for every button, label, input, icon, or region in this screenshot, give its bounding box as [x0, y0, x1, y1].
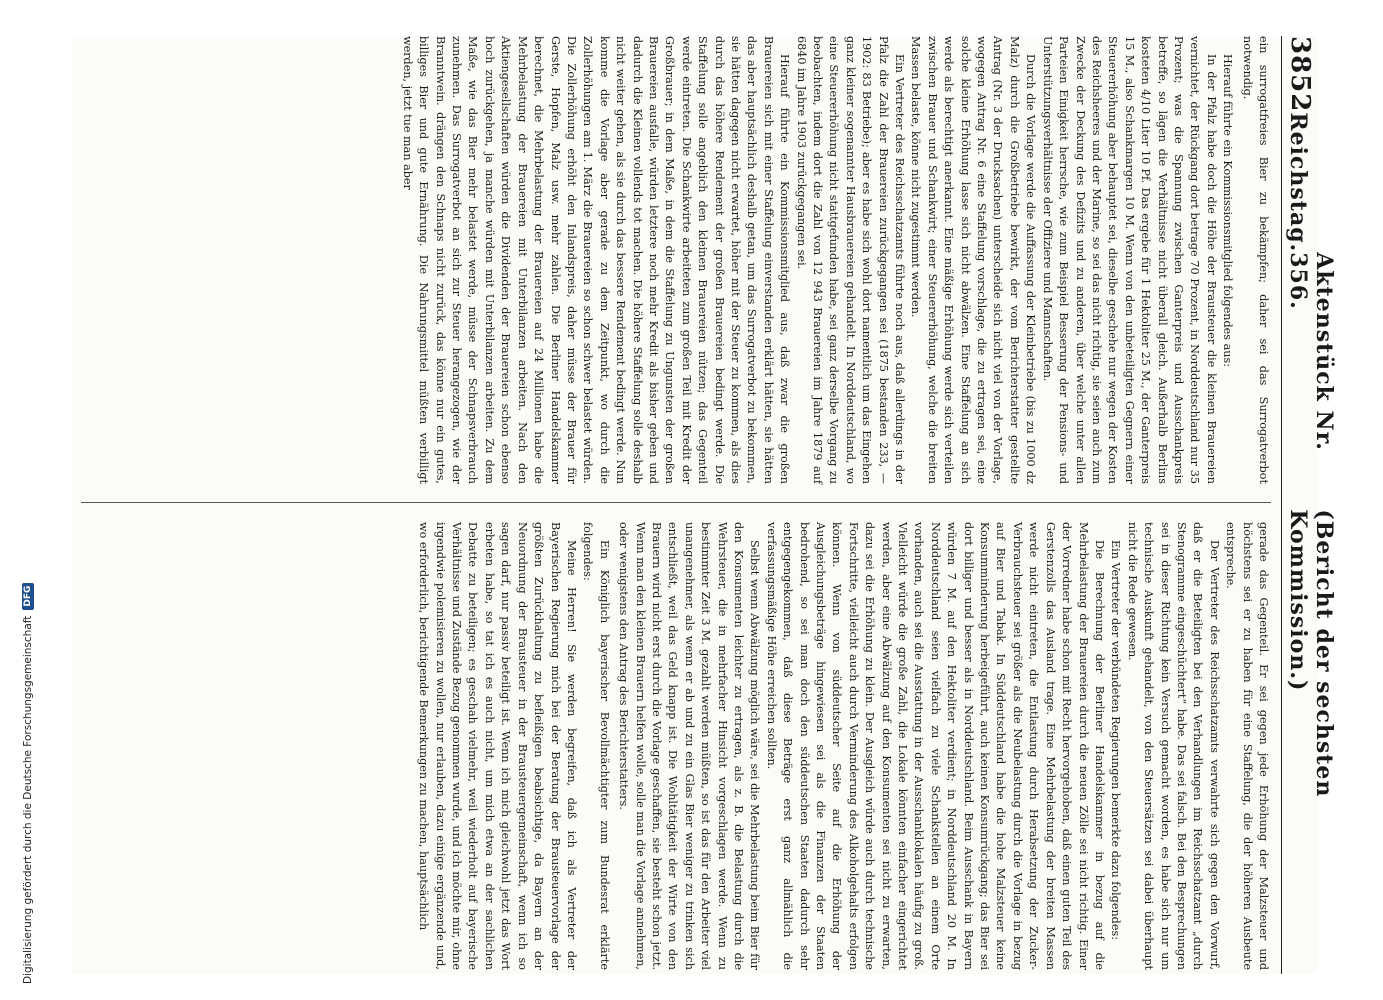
document-number: Aktenstück Nr. 356.: [1285, 252, 1337, 451]
paragraph: Ein Vertreter der verbündeten Regierungen bemerkte dazu folgendes:: [1109, 540, 1123, 940]
left-column: [81, 36, 1271, 484]
rotated-page: [72, 36, 1337, 974]
paragraph: In der Pfalz habe doch die Höhe der Brausteuer die kleinen Brauereien vernichtet, der Rückgang dort betrage 70 Prozent, in Norddeutschland nur 35 Prozent; was die Spannung zwischen Ganterpreis und Ausschankpreis betreffe, so lägen die Verhältnisse nicht überall gleich. Außerhalb Berlins kosteten 4/10 Liter 10 Pf. Das ergebe für 1 Hektoliter 25 M., der Ganterpreis 15 M., also Schankmargen 10 M. Wenn von den unbeteiligten Gegnern einer Steuererhöhung aber behauptet sei, dieselbe geschehe nur wegen der Kosten des Reichsheeres und der Marine, so sei das nicht richtig, sie seien auch zum Zwecke der Deckung des Defizits und zu anderen, über welche unter allen Parteien Einigkeit herrsche, wie zum Beispiel Besserung der Pensions- und Unterstützungsverhältnisse der Offiziere und Mannschaften.: [1040, 36, 1218, 484]
dfg-logo-icon: DFG: [22, 583, 34, 610]
paragraph: gerade das Gegenteil. Er sei gegen jede Erhöhung der Malzsteuer und höchstens sei er zu haben für eine Staffelung, die der höheren Ausbeute entspreche.: [1224, 522, 1270, 970]
paragraph: Ein Königlich bayerischer Bevollmächtigter zum Bundesrat erklärte folgendes:: [581, 522, 611, 970]
paragraph: Der Vertreter des Reichsschatzamts verwahrte sich gegen den Vorwurf, daß er die Beteiligten bei den Verhandlungen im Reichsschatzamt „durch Stenogramme eingeschüchtert“ habe. Das sei falsch. Bei den Besprechungen sei in dieser Richtung kein Versuch gemacht worden, es habe sich nur um technische Auskunft gehandelt, von den Steuersätzen sei dabei überhaupt nicht die Rede gewesen.: [1125, 522, 1221, 970]
page-number: 3852: [1285, 36, 1315, 113]
right-column: [81, 522, 1271, 970]
digitization-text: Digitalisierung gefördert durch die Deutsche Forschungsgemeinschaft: [22, 615, 34, 984]
column-divider: [81, 502, 1271, 503]
paragraph: Selbst wenn Abwälzung möglich wäre, sei die Mehrbelastung beim Bier für den Konsumenten leichter zu ertragen, als z. B. die Belastung durch die Wehrsteuer, die in mehrfacher Hinsicht vorgeschlagen werde. Wenn zu bestimmter Zeit 3 M. gezahlt werden müßten, so ist das für den Arbeiter viel unangenehmer, als wenn er ab und zu ein Glas Bier weniger zu trinken sich entschließt, weil das Geld knapp ist. Die Wohltätigkeit der Wirte von den Brauern wird nicht erst durch die Vorlage geschaffen, sie besteht schon jetzt. Wenn man den kleinen Brauern helfen wolle, solle man die Vorlage annehmen, oder wenigstens den Antrag des Berichterstatters.: [617, 522, 762, 970]
paragraph: Die Berechnung der Berliner Handelskammer in bezug auf die Mehrbelastung der Brauereien durch die neuen Zölle sei nicht richtig. Einer der Vorredner habe schon mit Recht hervorgehoben, daß einen guten Teil des Gerstenzolls das Ausland trage. Eine Mehrbelastung der breiten Massen werde nicht eintreten, die Entlastung durch Herabsetzung der Zucker-Verbrauchsteuer sei größer als die Neubelastung durch die Vorlage in bezug auf Bier und Tabak. In Süddeutschland habe die hohe Malzsteuer keine Konsumminderung herbeigeführt, auch keinen Konsumrückgang; das Bier sei dort billiger und besser als in Norddeutschland. Beim Ausschank in Bayern würden 7 M. auf den Hektoliter verdient; in Norddeutschland 20 M. In Norddeutschland seien vielfach zu viele Schankstellen an einem Orte vorhanden, auch sei die Ausstattung in der Ausschanklokalen häufig zu groß. Vielleicht würde die große Zahl, die Lokale könnten einfacher eingerichtet werden, aber eine Abwälzung auf den Konsumenten sei nicht zu erwarten, dazu sei die Erhöhung zu klein. Der Ausgleich würde auch durch technische Fortschritte, vielleicht auch durch Verminderung des Alkoholgehalts erfolgen können. Wenn von süddeutscher Seite auf die Erhöhung der Ausgleichungsbeträge hingewiesen sei als die Finanzen der Staaten bedrohend, so sei man doch den süddeutschen Staaten dadurch sehr entgegengekommen, daß diese Beträge erst ganz allmählich die verfassungsmäßige Höhe erreichen sollten.: [764, 522, 1106, 970]
paragraph: Hierauf führte ein Kommissionsmitglied folgendes aus:: [1221, 54, 1235, 367]
publication-title: Reichstag.: [1285, 112, 1311, 253]
digitization-note: [22, 583, 34, 984]
paragraph: Durch die Vorlage werde die Auffassung der Kleinbetriebe (bis zu 1000 dz Malz) durch die Großbetriebe bewirkt, der vom Berichterstatter gestellte Antrag (Nr. 3 der Drucksachen) unterscheide sich nicht viel von der Vorlage, wogegen Antrag Nr. 6 eine Staffelung vorschlage, die zu ertragen sei, eine solche kleine Erhöhung lasse sich nicht abwälzen. Eine Staffelung an sich werde als berechtigt anerkannt. Eine mäßige Erhöhung werde sich verteilen zwischen Brauer und Schankwirt; einer Steuererhöhung, welche die breiten Massen belaste, könne nicht zugestimmt werden.: [909, 36, 1038, 484]
paragraph: Ein Vertreter des Reichsschatzamts führte noch aus, daß allerdings in der Pfalz die Zahl der Brauereien zurückgegangen sei (1875 bestanden 233, — 1902: 83 Betriebe); aber es habe sich wohl dort namentlich um das Eingehen ganz kleiner sogenannter Hausbrauereien gehandelt. In Norddeutschland, wo eine Steuererhöhung nicht stattgefunden habe, sei ganz derselbe Vorgang zu beobachten, indem dort die Zahl von 12 943 Brauereien im Jahre 1879 auf 6840 im Jahre 1903 zurückgegangen sei.: [794, 36, 907, 484]
paragraph: Hierauf führte ein Kommissionsmitglied aus, daß zwar die großen Brauereien sich mit einer Staffelung einverstanden erklärt hätten, sie hätten das aber hauptsächlich deshalb getan, um das Surrogatverbot zu bekommen, sie hätten dagegen nicht erwartet, höher mit der Steuer zu kommen, als dies durch das höhere Rendement der großen Brauereien bedingt werde. Die Staffelung solle angeblich den kleinen Brauereien nützen; das Gegenteil werde eintreten. Die Schankwirte arbeiteten zum großen Teil mit Kredit der Großbrauer; in dem Maße, in dem die Staffelung zu Ungunsten der großen Brauereien ausfalle, würden letztere noch mehr Kredit als bisher geben und dadurch die Kleinen vollends tot machen. Die höhere Staffelung solle deshalb nicht weiter gehen, als sie durch das bessere Rendement bedingt werde. Nun komme die Vorlage aber gerade zu dem Zeitpunkt, wo durch die Zollerhöhungen am 1. März die Brauereien so schon schwer belastet würden. Die Zollerhöhung erhöht den Inlandspreis, daher müsse der Brauer für Gerste, Hopfen, Malz usw. mehr zahlen. Die Berliner Handelskammer berechnet, die Mehrbelastung der Brauereien auf 24 Millionen habe die Mehrbelastung der Brauereien mit Unterbilanzen arbeiten. Nach den Aktiengesellschaften würden die Dividenden der Brauereien schon ebenso hoch zurückgehen, ja manche würden mit Unterbilanzen arbeiten. Zu dem Maße, wie das Bier mehr belastet werde, müsse der Schnapsverbrauch zunehmen. Das Surrogatverbot an sich zur Steuer herangezogen, wie der Branntwein. drängen den Schnaps nicht zurück, das könne nur ein gutes, billiges Bier und gute Ernährung. Die Nahrungsmittel müßten verbilligt werden, jetzt tue man aber: [400, 36, 792, 484]
section-title: (Bericht der sechsten Kommission.): [1285, 509, 1337, 798]
running-head: [1281, 36, 1337, 974]
paragraph: ein surrogatfreies Bier zu bekämpfen; daher sei das Surrogatverbot notwendig.: [1240, 36, 1270, 484]
paragraph: Meine Herren! Sie werden begreifen, daß ich als Vertreter der Bayerischen Regierung mich bei der Beratung der Brausteuervorlage der größten Zurückhaltung zu befleißigen beabsichtige, da Bayern an der Neuordnung der Brausteuer in der Brausteuergemeinschaft, wenn ich so sagen darf, nur passiv beteiligt ist. Wenn ich mich gleichwohl jetzt das Wort erbeten habe, so tat ich es auch nicht, um mich etwa an der sachlichen Debatte zu beteiligen; es geschah vielmehr, weil wiederholt auf bayerische Verhältnisse und Zustände Bezug genommen wurde, und ich möchte mir, ohne irgendwie polemisieren zu wollen, nur erlauben, dazu einige ergänzende und, wo erforderlich, berichtigende Bemerkungen zu machen, hauptsächlich: [417, 522, 578, 970]
